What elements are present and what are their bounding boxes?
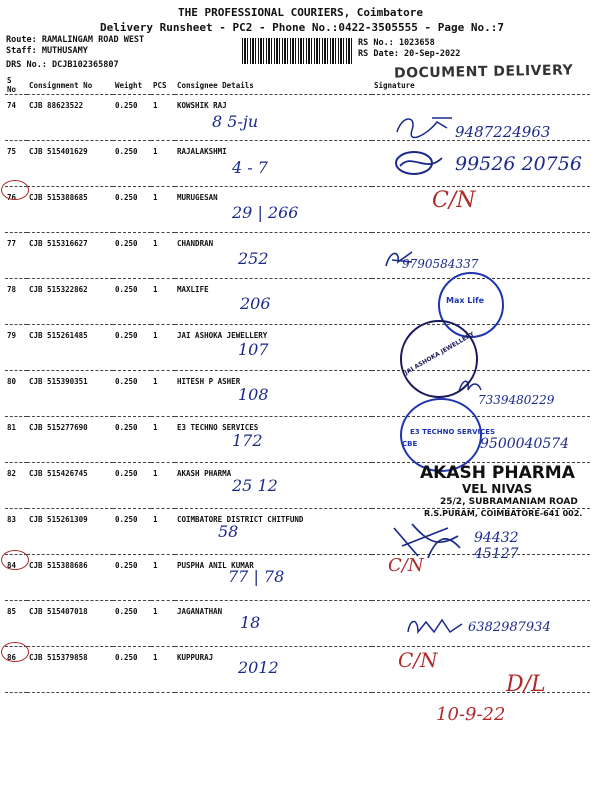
weight-cell: 0.250 [113, 463, 151, 509]
door-number-note: 252 [238, 248, 269, 268]
sno-cell: 78 [5, 279, 27, 325]
signature-scribble [382, 246, 418, 272]
consignee-cell: E3 TECHNO SERVICES [175, 417, 372, 463]
col-consignment: Consignment No [27, 76, 113, 95]
sno-cell: 84 [5, 555, 27, 601]
signature-cell [372, 187, 590, 233]
sno-cell: 85 [5, 601, 27, 647]
consignee-cell: AKASH PHARMA [175, 463, 372, 509]
phone-note: 9790584337 [402, 257, 479, 271]
document-delivery-stamp: DOCUMENT DELIVERY [393, 62, 574, 82]
pcs-cell: 1 [151, 463, 175, 509]
signature-scribble [392, 110, 462, 140]
sno-cell: 76 [5, 187, 27, 233]
company-title: THE PROFESSIONAL COURIERS, Coimbatore [178, 6, 424, 19]
e3-seal-text: E3 TECHNO SERVICES [410, 428, 496, 436]
sno-cell: 81 [5, 417, 27, 463]
pcs-cell: 1 [151, 509, 175, 555]
consignment-cell: CJB 515261485 [27, 325, 113, 371]
consignee-cell: JAI ASHOKA JEWELLERY [175, 325, 372, 371]
sno-cell: 80 [5, 371, 27, 417]
weight-cell: 0.250 [113, 233, 151, 279]
weight-cell: 0.250 [113, 325, 151, 371]
pcs-cell: 1 [151, 187, 175, 233]
table-header-row [5, 76, 590, 95]
akash-stamp-line3: 25/2, SUBRAMANIAM ROAD [440, 497, 578, 507]
consignment-cell: CJB 515388686 [27, 555, 113, 601]
door-number-note: 107 [238, 339, 269, 359]
akash-stamp-name: AKASH PHARMA [420, 463, 575, 483]
maxlife-seal-text: Max Life [446, 296, 485, 305]
phone-note: 94432 45127 [474, 530, 519, 562]
staff-label: Staff: MUTHUSAMY [6, 46, 88, 56]
weight-cell: 0.250 [113, 95, 151, 141]
rs-number: RS No.: 1023658 [358, 38, 435, 48]
consignment-cell: CJB 515388685 [27, 187, 113, 233]
door-number-note: 77 | 78 [228, 567, 285, 586]
consignee-cell: HITESH P ASHER [175, 371, 372, 417]
door-number-note: 58 [218, 521, 239, 541]
col-pcs: PCS [151, 76, 175, 95]
sno-cell: 86 [5, 647, 27, 693]
jai-ashoka-seal [400, 320, 478, 398]
table-row [5, 233, 590, 279]
akash-stamp-line4: R.S.PURAM, COIMBATORE-641 002. [424, 509, 583, 518]
consignment-cell: CJB 515390351 [27, 371, 113, 417]
phone-note: 9487224963 [455, 123, 551, 141]
red-circle-mark [1, 642, 29, 662]
consignment-cell: CJB 515261309 [27, 509, 113, 555]
weight-cell: 0.250 [113, 555, 151, 601]
door-number-note: 18 [240, 612, 261, 632]
consignment-cell: CJB 515401629 [27, 141, 113, 187]
consignee-cell: JAGANATHAN [175, 601, 372, 647]
weight-cell: 0.250 [113, 141, 151, 187]
consignee-cell: PUSPHA ANIL KUMAR [175, 555, 372, 601]
sno-cell: 82 [5, 463, 27, 509]
phone-note: 7339480229 [478, 393, 555, 407]
consignee-cell: COIMBATORE DISTRICT CHITFUND [175, 509, 372, 555]
cbe-seal-text: CBE [402, 440, 418, 448]
consignment-cell: CJB 515426745 [27, 463, 113, 509]
red-circle-mark [1, 180, 29, 200]
col-signature: Signature [372, 76, 590, 95]
pcs-cell: 1 [151, 371, 175, 417]
consignee-cell: KOWSHIK RAJ [175, 95, 372, 141]
col-consignee: Consignee Details [175, 76, 372, 95]
barcode [242, 38, 352, 64]
runsheet-subtitle: Delivery Runsheet - PC2 - Phone No.:0422-3505555 - Page No.:7 [100, 21, 504, 34]
pcs-cell: 1 [151, 279, 175, 325]
pcs-cell: 1 [151, 95, 175, 141]
date-mark: 10-9-22 [436, 704, 506, 725]
weight-cell: 0.250 [113, 279, 151, 325]
col-weight: Weight [113, 76, 151, 95]
drs-number: DRS No.: DCJB102365807 [6, 60, 119, 70]
consignment-cell: CJB 515407018 [27, 601, 113, 647]
signature-scribble [404, 614, 466, 640]
sno-cell: 75 [5, 141, 27, 187]
table-row [5, 325, 590, 371]
sno-cell: 83 [5, 509, 27, 555]
sno-cell: 79 [5, 325, 27, 371]
phone-note: 9500040574 [480, 436, 570, 452]
door-number-note: 4 - 7 [232, 157, 268, 177]
pcs-cell: 1 [151, 141, 175, 187]
signature-scribble [392, 146, 454, 180]
door-number-note: 29 | 266 [232, 203, 299, 222]
consignment-cell: CJB 515322862 [27, 279, 113, 325]
pcs-cell: 1 [151, 417, 175, 463]
table-row [5, 647, 590, 693]
consignee-cell: RAJALAKSHMI [175, 141, 372, 187]
consignment-cell: CJB 88623522 [27, 95, 113, 141]
cn-mark: C/N [388, 555, 424, 576]
door-number-note: 25 12 [232, 476, 278, 495]
weight-cell: 0.250 [113, 371, 151, 417]
door-number-note: 206 [240, 294, 271, 313]
dl-mark: D/L [506, 672, 546, 697]
consignee-cell: MURUGESAN [175, 187, 372, 233]
consignment-cell: CJB 515316627 [27, 233, 113, 279]
consignee-cell: KUPPURAJ [175, 647, 372, 693]
consignee-cell: MAXLIFE [175, 279, 372, 325]
weight-cell: 0.250 [113, 417, 151, 463]
door-number-note: 2012 [238, 658, 279, 677]
jai-ashoka-seal-text: JAI ASHOKA JEWELLERY [403, 330, 476, 377]
pcs-cell: 1 [151, 555, 175, 601]
rs-date: RS Date: 20-Sep-2022 [358, 49, 461, 59]
door-number-note: 8 5-ju [212, 112, 259, 131]
weight-cell: 0.250 [113, 647, 151, 693]
weight-cell: 0.250 [113, 601, 151, 647]
consignment-cell: CJB 515277690 [27, 417, 113, 463]
weight-cell: 0.250 [113, 509, 151, 555]
door-number-note: 108 [238, 385, 269, 404]
route-label: Route: RAMALINGAM ROAD WEST [6, 35, 145, 45]
sno-cell: 74 [5, 95, 27, 141]
phone-note: 99526 20756 [455, 153, 582, 175]
red-circle-mark [1, 550, 29, 570]
sno-cell: 77 [5, 233, 27, 279]
phone-note: 6382987934 [468, 620, 551, 635]
pcs-cell: 1 [151, 601, 175, 647]
col-sno: S No [5, 76, 27, 95]
door-number-note: 172 [232, 430, 263, 450]
pcs-cell: 1 [151, 233, 175, 279]
consignee-cell: CHANDRAN [175, 233, 372, 279]
cn-mark: C/N [398, 648, 438, 672]
pcs-cell: 1 [151, 647, 175, 693]
cn-mark: C/N [432, 188, 476, 213]
akash-stamp-line2: VEL NIVAS [462, 482, 533, 496]
consignment-cell: CJB 515379858 [27, 647, 113, 693]
weight-cell: 0.250 [113, 187, 151, 233]
pcs-cell: 1 [151, 325, 175, 371]
